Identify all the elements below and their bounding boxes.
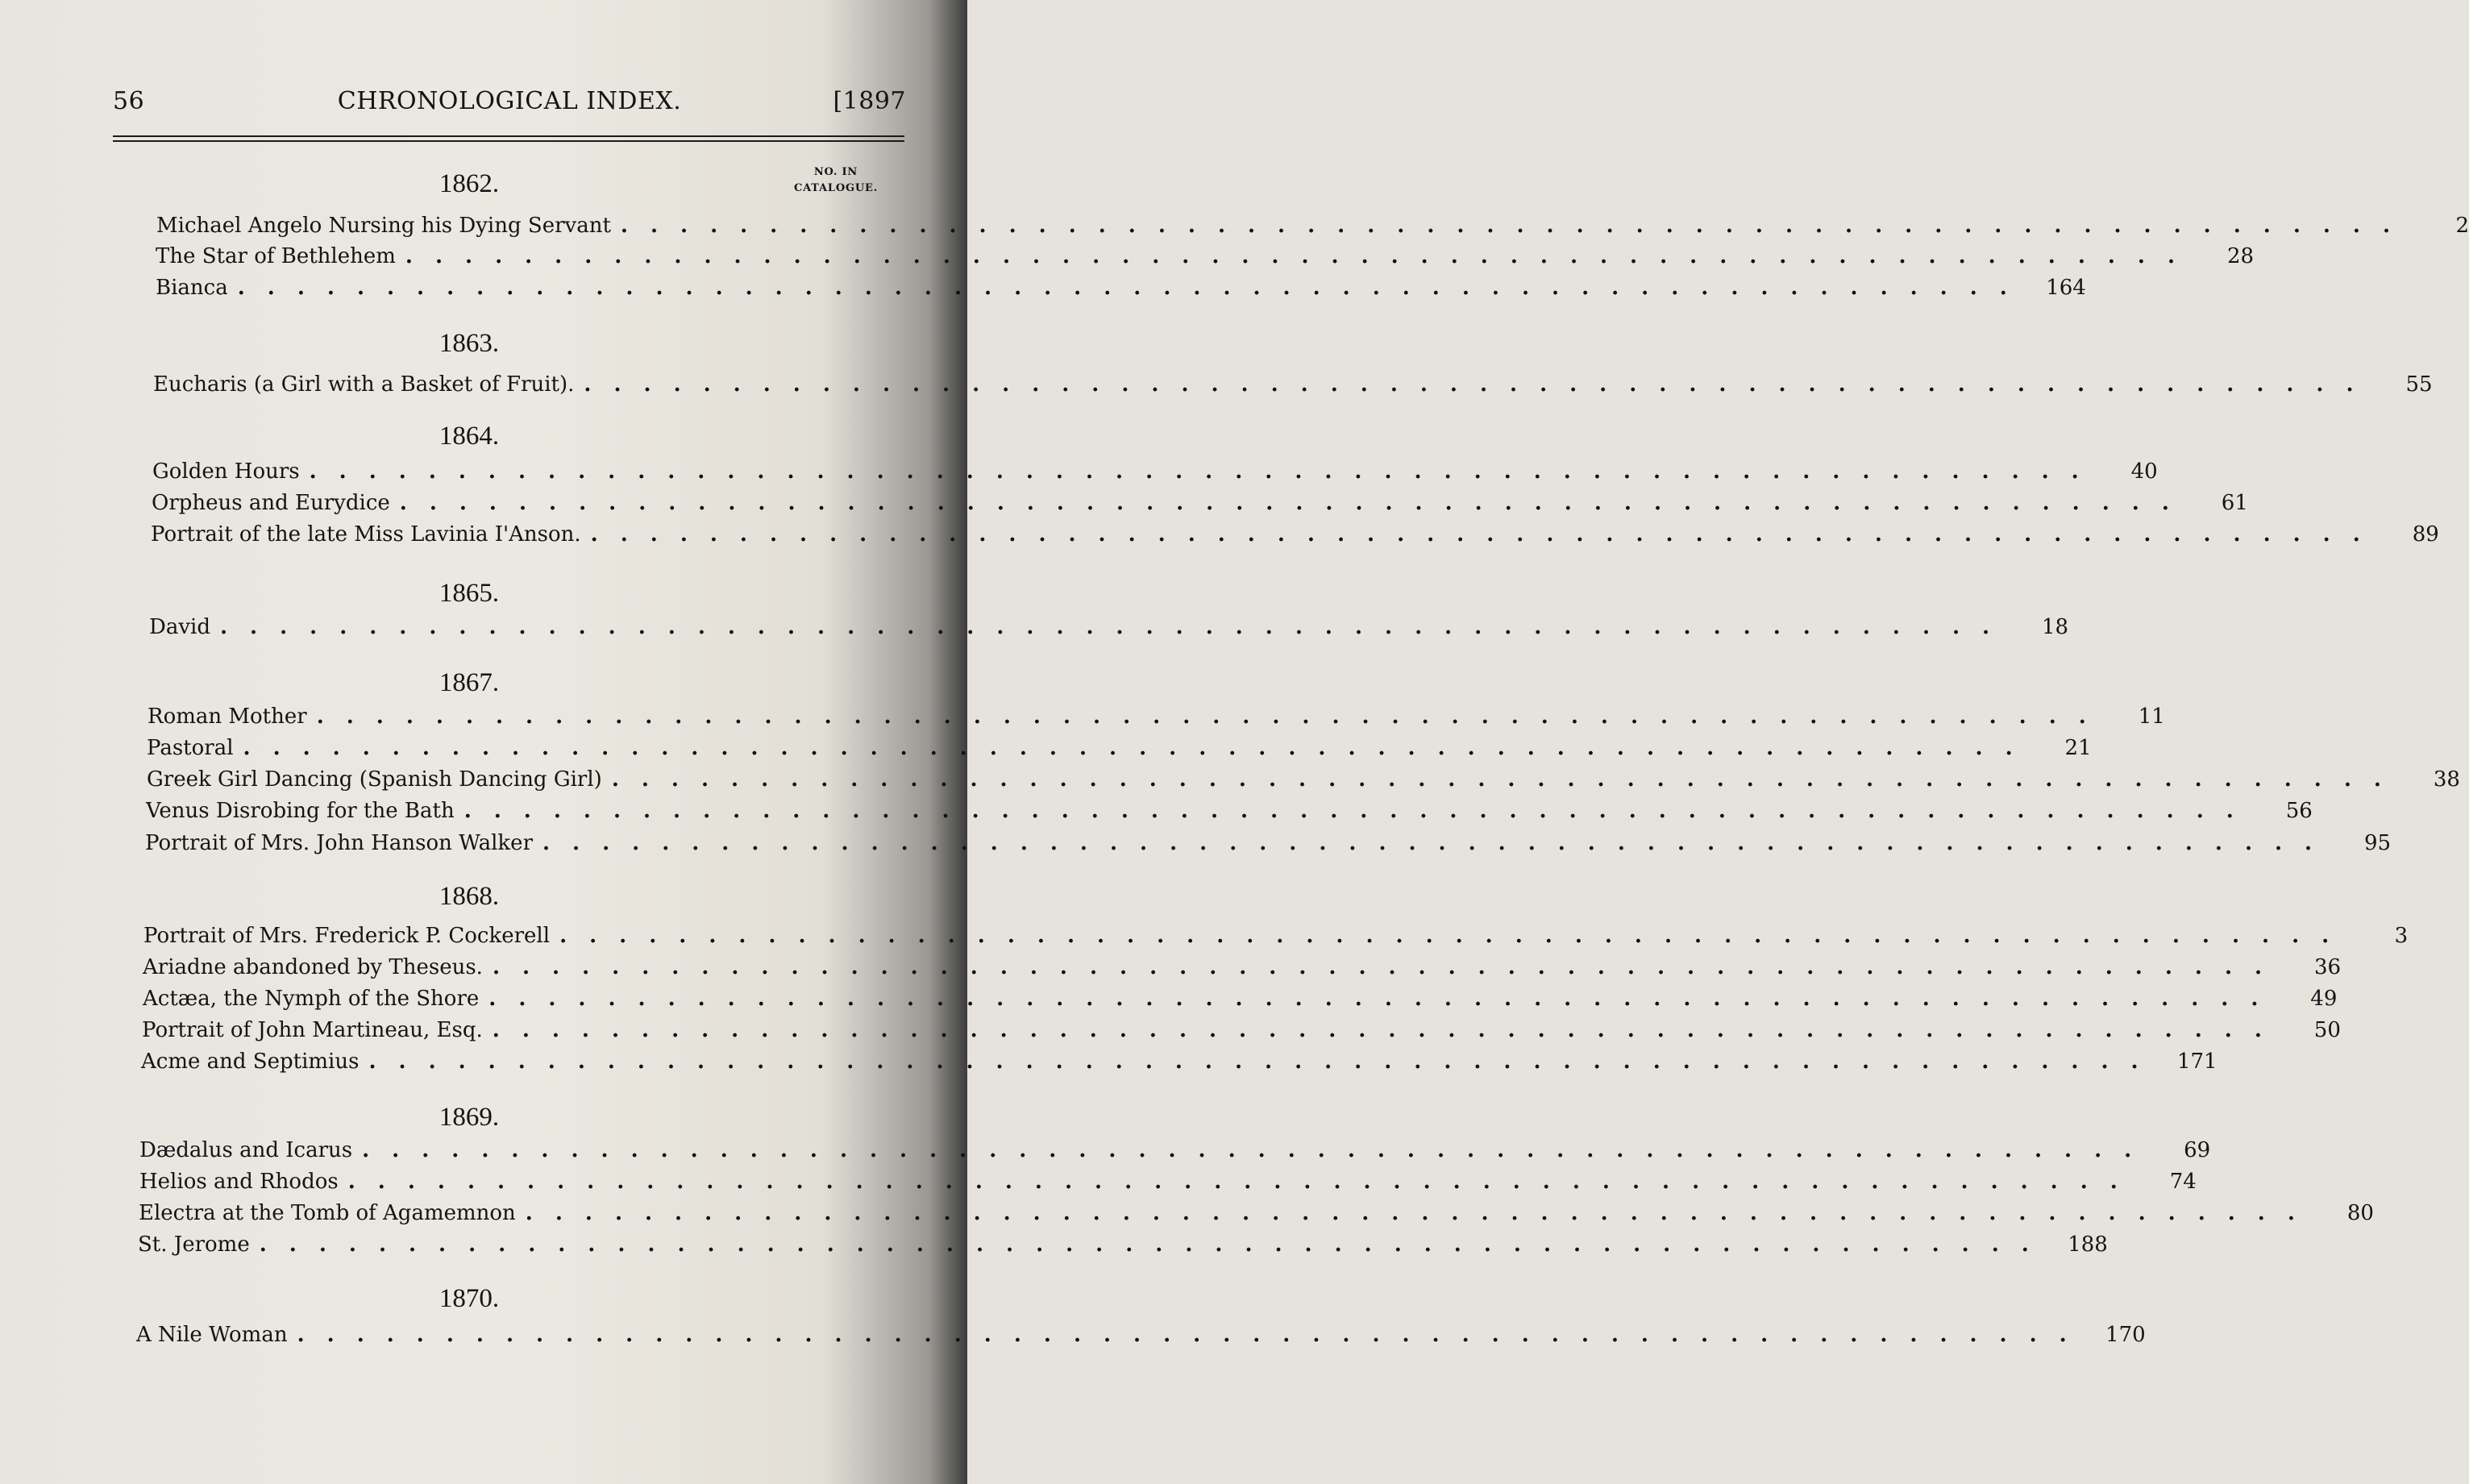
index-entry <box>145 827 2392 859</box>
dot-leader: ............................................................ <box>559 924 2352 948</box>
entry-title: Dædalus and Icarus <box>139 1138 353 1162</box>
catalogue-number: 36 <box>2313 955 2342 979</box>
entry-title: St. Jerome <box>138 1233 250 1257</box>
catalogue-number: 18 <box>2042 615 2069 639</box>
catalogue-number: 170 <box>2105 1323 2146 1347</box>
section-year: 1863. <box>439 329 500 358</box>
index-entry <box>143 983 2338 1015</box>
catalogue-number: 89 <box>2412 522 2439 547</box>
dot-leader: ............................................................ <box>542 831 2335 855</box>
dot-leader: ............................................................ <box>463 799 2256 823</box>
catalogue-number: 95 <box>2364 831 2392 855</box>
catalogue-number: 171 <box>2176 1050 2218 1074</box>
dot-leader: ............................................................ <box>620 214 2413 238</box>
entry-title: A Nile Woman <box>136 1323 288 1347</box>
entry-title: Venus Disrobing for the Bath <box>146 799 455 823</box>
entry-title: Eucharis (a Girl with a Basket of Fruit). <box>153 372 575 397</box>
index-entry <box>151 518 2439 551</box>
index-entry <box>143 951 2342 983</box>
header-year: [1897 <box>833 87 906 115</box>
index-entry <box>156 272 2086 304</box>
dot-leader: ............................................................ <box>259 1233 2051 1257</box>
index-entry <box>142 1014 2341 1046</box>
catalogue-number: 2 <box>2455 214 2469 238</box>
entry-title: Pastoral <box>147 736 234 760</box>
index-entry <box>149 611 2069 643</box>
catalogue-number: 38 <box>2433 767 2460 792</box>
dot-leader: ............................................................ <box>492 955 2285 979</box>
section-year: 1862. <box>439 169 500 198</box>
index-entry <box>147 763 2460 796</box>
section-year: 1865. <box>439 579 500 608</box>
index-entry <box>147 732 2092 764</box>
dot-leader: ............................................................ <box>309 459 2101 484</box>
entry-title: Portrait of the late Miss Lavinia I'Anson. <box>151 522 581 547</box>
dot-leader: ............................................................ <box>492 1018 2284 1042</box>
entry-title: Portrait of John Martineau, Esq. <box>142 1018 483 1042</box>
index-entry <box>141 1045 2218 1078</box>
index-entry <box>139 1166 2197 1198</box>
dot-leader: ............................................................ <box>368 1050 2161 1074</box>
dot-leader: ............................................................ <box>399 491 2192 515</box>
catalogue-number: 61 <box>2221 491 2248 515</box>
section-year: 1867. <box>439 668 500 697</box>
catalogue-number: 40 <box>2130 459 2158 484</box>
catalogue-number: 69 <box>2184 1138 2211 1162</box>
index-entry <box>152 487 2248 519</box>
entry-title: Roman Mother <box>148 705 307 729</box>
catalogue-number: 80 <box>2346 1201 2374 1225</box>
index-entry <box>139 1134 2211 1166</box>
index-entry <box>148 700 2165 733</box>
dot-leader: ............................................................ <box>488 987 2281 1011</box>
catalogue-number: 21 <box>2064 736 2092 760</box>
entry-title: Golden Hours <box>152 459 300 484</box>
dot-leader: ............................................................ <box>362 1138 2155 1162</box>
column-header-line2: CATALOGUE. <box>793 182 879 194</box>
index-entry <box>146 795 2313 827</box>
catalogue-number: 11 <box>2138 705 2165 729</box>
dot-leader: ............................................................ <box>590 522 2383 547</box>
entry-title: David <box>149 615 210 639</box>
catalogue-number: 164 <box>2046 276 2086 300</box>
entry-title: Helios and Rhodos <box>139 1170 339 1194</box>
catalogue-number: 28 <box>2226 244 2255 268</box>
dot-leader: ............................................................ <box>405 244 2198 268</box>
entry-title: Portrait of Mrs. John Hanson Walker <box>145 831 533 855</box>
catalogue-number: 74 <box>2169 1170 2197 1194</box>
entry-title: Michael Angelo Nursing his Dying Servant <box>156 214 611 238</box>
dot-leader: ............................................................ <box>237 276 2030 300</box>
entry-title: The Star of Bethlehem <box>156 244 396 268</box>
dot-leader: ............................................................ <box>525 1201 2317 1225</box>
entry-title: Portrait of Mrs. Frederick P. Cockerell <box>143 924 551 948</box>
index-entry <box>143 920 2409 952</box>
page-title: CHRONOLOGICAL INDEX. <box>337 87 682 115</box>
section-year: 1868. <box>439 882 500 911</box>
dot-leader: ............................................................ <box>584 372 2376 397</box>
dot-leader: ............................................................ <box>316 705 2109 729</box>
entry-title: Bianca <box>156 276 228 300</box>
catalogue-number: 3 <box>2394 924 2409 948</box>
dot-leader: ............................................................ <box>611 767 2404 792</box>
index-entry <box>139 1197 2374 1229</box>
entry-title: Actæa, the Nymph of the Shore <box>143 987 480 1011</box>
index-entry <box>152 455 2158 488</box>
dot-leader: ............................................................ <box>220 615 2013 639</box>
dot-leader: ............................................................ <box>243 736 2035 760</box>
entry-title: Ariadne abandoned by Theseus. <box>143 955 483 979</box>
section-year: 1870. <box>439 1284 500 1313</box>
index-entry <box>153 368 2433 401</box>
entry-title: Electra at the Tomb of Agamemnon <box>139 1201 516 1225</box>
entry-title: Acme and Septimius <box>141 1050 360 1074</box>
entry-title: Greek Girl Dancing (Spanish Dancing Girl) <box>147 767 602 792</box>
catalogue-number: 55 <box>2405 372 2433 397</box>
catalogue-number: 56 <box>2285 799 2313 823</box>
index-entry <box>156 240 2255 272</box>
section-year: 1864. <box>439 422 500 451</box>
page-number: 56 <box>113 87 145 115</box>
section-year: 1869. <box>439 1103 500 1132</box>
index-entry <box>136 1319 2146 1351</box>
entry-title: Orpheus and Eurydice <box>152 491 390 515</box>
dot-leader: ............................................................ <box>347 1170 2140 1194</box>
catalogue-number: 50 <box>2313 1018 2341 1042</box>
dot-leader: ............................................................ <box>297 1323 2089 1347</box>
index-entry <box>156 210 2469 242</box>
catalogue-number: 49 <box>2310 987 2338 1011</box>
index-entry <box>138 1228 2108 1261</box>
catalogue-number: 188 <box>2068 1233 2108 1257</box>
column-header-line1: NO. IN <box>813 166 858 178</box>
